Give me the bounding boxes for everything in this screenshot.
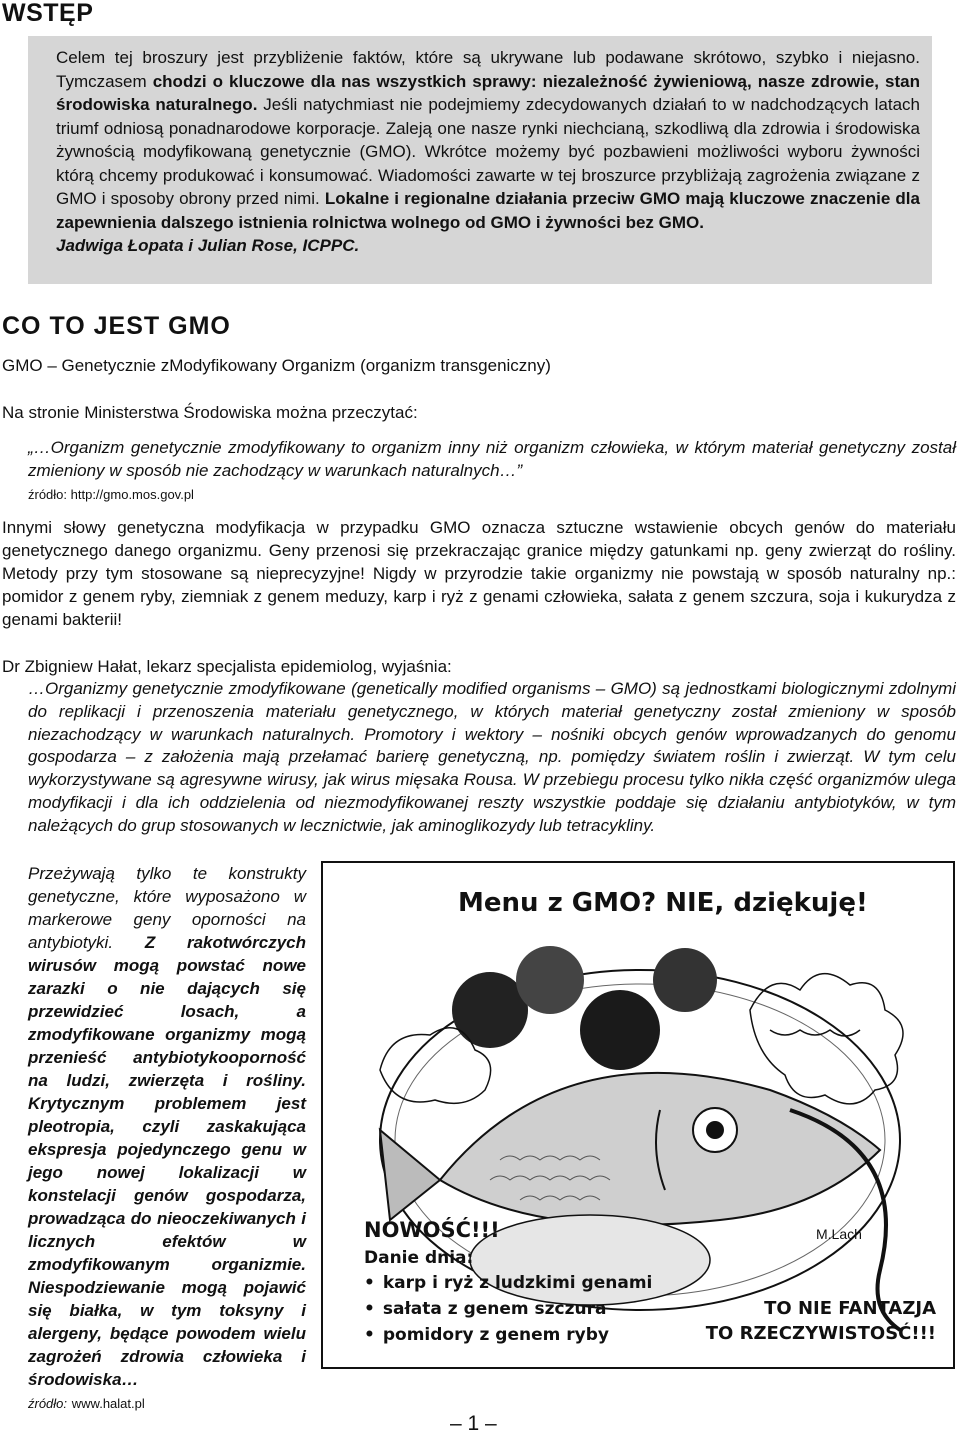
section-title: CO TO JEST GMO: [2, 312, 231, 340]
illustration-credit: M.Lach: [816, 1226, 862, 1242]
menu-item: • karp i ryż z ludzkimi genami: [364, 1270, 652, 1296]
page-title: WSTĘP: [2, 0, 94, 27]
sidebar-intro: Przeżywają tylko te konstrukty genetyczne, które wyposażono w markerowe geny oporności na antybiotyki.: [28, 864, 306, 952]
quote-source: źródło: http://gmo.mos.gov.pl: [28, 487, 194, 502]
menu-item: • pomidory z genem ryby: [364, 1322, 652, 1348]
slogan-line-2: TO RZECZYWISTOŚĆ!!!: [705, 1323, 936, 1344]
poster-title: Menu z GMO? NIE, dziękuję!: [458, 888, 868, 918]
intro-text-2: Jeśli natychmiast nie podejmiemy zdecydowanych działań to w nadchodzących latach triumf odniosą ponadnarodowe korporacje. Zaleją one nasze rynki niechcianą, szkodliwą dla zdrowia i środowiska żywnością modyfikowaną genetycznie (GMO). Wkrótce możemy być pozbawieni możliwości wyboru żywności którą chcemy produkować i konsumować. Wiadomości zawarte w tej broszurce przybliżają zagrożenia związane z GMO i sposoby obrony przed nimi.: [56, 95, 920, 208]
sidebar-source-label: źródło:: [28, 1396, 68, 1411]
intro-emphasis: chodzi o kluczowe dla nas wszystkich sprawy: niezależność żywieniową, nasze zdrowie, stan środowiska naturalnego.: [56, 71, 921, 114]
page-number: – 1 –: [450, 1412, 497, 1435]
expert-intro: Dr Zbigniew Hałat, lekarz specjalista epidemiolog, wyjaśnia:: [2, 657, 452, 676]
poster-menu: [364, 1270, 652, 1348]
sidebar-text: [28, 862, 306, 1415]
ministry-intro: Na stronie Ministerstwa Środowiska można przeczytać:: [2, 403, 418, 422]
slogan-line-1: TO NIE FANTAZJA: [764, 1298, 936, 1319]
gmo-explanation: Innymi słowy genetyczna modyfikacja w przypadku GMO oznacza sztuczne wstawienie obcych genów do materiału genetycznego danego organizmu. Geny przenosi się przekraczając granice między gatunkami np. geny zwierząt do rośliny. Metody przy tym stosowane są nieprecyzyjne! Nigdy w przyrodzie takie organizmy nie powstają w sposób naturalny np.: pomidor z genem ryby, ziemniak z genem meduzy, karp i ryż z genami człowieka, sałata z genem szczura, soja i kukurydza z genami bakterii!: [2, 518, 956, 629]
intro-emphasis-2: Lokalne i regionalne działania przeciw GMO mają kluczowe znaczenie dla zapewnienia dalszego istnienia rolnictwa wolnego od GMO i żywności bez GMO.: [56, 189, 920, 232]
menu-item: • sałata z genem szczura: [364, 1296, 652, 1322]
intro-text: Celem tej broszury jest przybliżenie faktów, które są ukrywane lub podawane skrótowo, szybko i niejasno. Tymczasem: [56, 48, 920, 91]
expert-quote: …Organizmy genetycznie zmodyfikowane (genetically modified organisms – GMO) są jednostkami biologicznymi zdolnymi do replikacji i przenoszenia materiału genetycznego, w których materiał genetyczny został zmieniony w sposób niezachodzący w warunkach naturalnych. Promotory i wektory – nośniki obcych genów wprowadzanych do genomu gospodarza – z założenia mają przełamać barierę genetyczną, np. pomiędzy światem roślin i zwierząt. W tym celu wykorzystywane są agresywne wirusy, jak wirus mięsaka Rousa. W przebiegu procesu tylko nikła część organizmów ulega modyfikacji i dla ich oddzielenia od niezmodyfikowanej reszty wszystkie poddaje się działaniu antybiotyków, w tym należących do grup stosowanych w lecznictwie, jak aminoglikozydy lub tetracykliny.: [28, 679, 956, 835]
gmo-definition: GMO – Genetycznie zModyfikowany Organizm (organizm transgeniczny): [2, 356, 551, 375]
poster-slogan: [674, 1296, 936, 1346]
intro-signature: Jadwiga Łopata i Julian Rose, ICPPC.: [56, 236, 360, 255]
poster-dish-label: Danie dnia:: [364, 1248, 474, 1268]
poster-new: NOWOŚĆ!!!: [364, 1218, 500, 1242]
sidebar-source-url: www.halat.pl: [71, 1396, 145, 1411]
ministry-quote: „…Organizm genetycznie zmodyfikowany to organizm inny niż organizm człowieka, w którym materiał genetyczny został zmieniony w sposób nie zachodzący w warunkach naturalnych…”: [28, 438, 956, 480]
intro-box: [28, 36, 932, 284]
sidebar-emphasis: Z rakotwórczych wirusów mogą powstać nowe zarazki o nie dających się przewidzieć losach, a zmodyfikowane organizmy mogą przenieść antybiotykooporność na ludzi, zwierzęta i rośliny. Krytycznym problemem jest pleotropia, czyli zaskakująca ekspresja pojedynczego genu w jego nowej lokalizacji w konstelacji genów gospodarza, prowadząca do nieoczekiwanych i licznych efektów w zmodyfikowanym organizmie. Niespodziewanie mogą pojawić się białka, w tym toksyny i alergeny, będące powodem wielu zagrożeń zdrowia człowieka i środowiska…: [28, 933, 307, 1389]
